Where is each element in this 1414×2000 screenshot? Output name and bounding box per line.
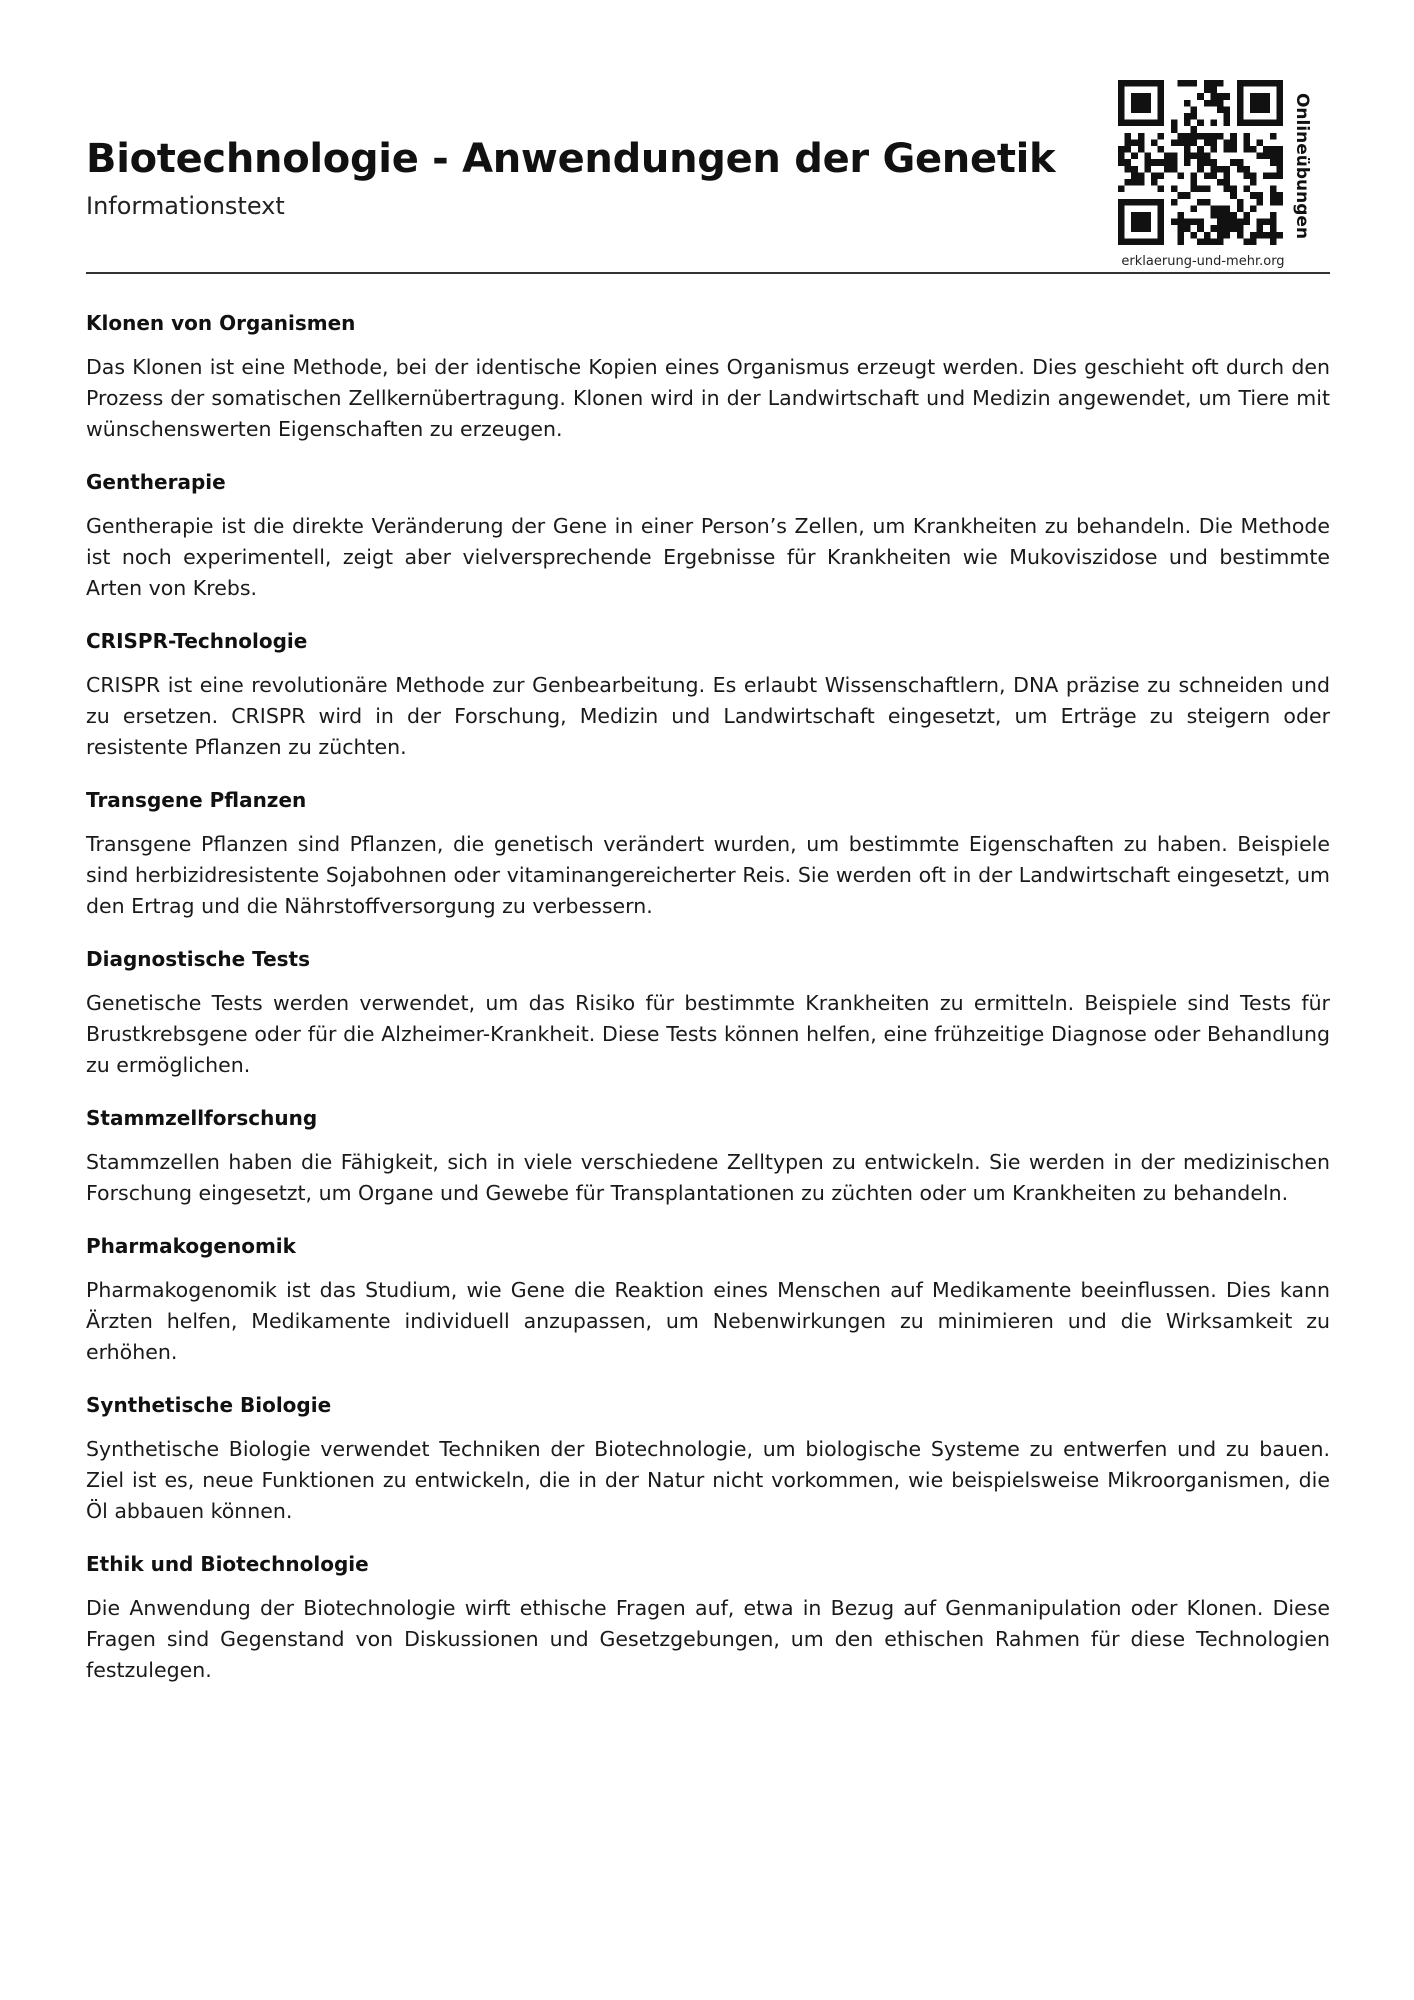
section-text: Das Klonen ist eine Methode, bei der identische Kopien eines Organismus erzeugt werden. Dies geschieht oft durch den Prozess der somatischen Zellkernübertragung. Klonen wird in der Landwirtschaft und Medizin angewendet, um Tiere mit wünschenswerten Eigenschaften zu erzeugen. [86,355,1330,441]
section-stem-cell-research [86,1103,1330,1209]
section-heading: Klonen von Organismen [86,311,356,335]
section-text: Synthetische Biologie verwendet Techniken der Biotechnologie, um biologische Systeme zu entwerfen und zu bauen. Ziel ist es, neue Funktionen zu entwickeln, die in der Natur nicht vorkommen, wie beispielsweise Mikroorganismen, die Öl abbauen können. [86,1437,1330,1523]
section-heading: Transgene Pflanzen [86,788,307,812]
online-exercises-label: Onlineübungen [1292,92,1312,240]
section-heading: Gentherapie [86,470,226,494]
section-heading: CRISPR-Technologie [86,629,308,653]
section-synthetic-biology [86,1390,1330,1527]
qr-url[interactable]: erklaerung-und-mehr.org [1121,254,1285,269]
section-heading: Diagnostische Tests [86,947,311,971]
section-ethics [86,1549,1330,1686]
section-heading: Stammzellforschung [86,1106,318,1130]
section-text: CRISPR ist eine revolutionäre Methode zur Genbearbeitung. Es erlaubt Wissenschaftlern, DNA präzise zu schneiden und zu ersetzen. CRISPR wird in der Forschung, Medizin und Landwirtschaft eingesetzt, um Erträge zu steigern oder resistente Pflanzen zu züchten. [86,673,1330,759]
qr-code-icon[interactable] [1118,80,1283,245]
info-text-body [86,308,1330,1708]
page-subtitle: Informationstext [86,192,285,220]
section-text: Stammzellen haben die Fähigkeit, sich in viele verschiedene Zelltypen zu entwickeln. Sie werden in der medizinischen Forschung eingesetzt, um Organe und Gewebe für Transplantationen zu züchten oder um Krankheiten zu behandeln. [86,1150,1330,1205]
section-cloning [86,308,1330,445]
section-heading: Ethik und Biotechnologie [86,1552,369,1576]
section-heading: Pharmakogenomik [86,1234,296,1258]
worksheet-header [86,80,1330,275]
section-crispr [86,626,1330,763]
qr-side-label [1286,86,1318,246]
header-divider [86,272,1330,274]
section-text: Gentherapie ist die direkte Veränderung der Gene in einer Person’s Zellen, um Krankheiten zu behandeln. Die Methode ist noch experimentell, zeigt aber vielversprechende Ergebnisse für Krankheiten wie Mukoviszidose und bestimmte Arten von Krebs. [86,514,1330,600]
section-diagnostic-tests [86,944,1330,1081]
section-text: Genetische Tests werden verwendet, um das Risiko für bestimmte Krankheiten zu ermitteln. Beispiele sind Tests für Brustkrebsgene oder für die Alzheimer-Krankheit. Diese Tests können helfen, eine frühzeitige Diagnose oder Behandlung zu ermöglichen. [86,991,1330,1077]
section-transgenic-plants [86,785,1330,922]
section-heading: Synthetische Biologie [86,1393,332,1417]
section-pharmacogenomics [86,1231,1330,1368]
qr-link-block[interactable] [1118,80,1323,272]
page-title: Biotechnologie - Anwendungen der Genetik [86,136,1056,182]
section-text: Die Anwendung der Biotechnologie wirft ethische Fragen auf, etwa in Bezug auf Genmanipulation oder Klonen. Diese Fragen sind Gegenstand von Diskussionen und Gesetzgebungen, um den ethischen Rahmen für diese Technologien festzulegen. [86,1596,1330,1682]
section-gene-therapy [86,467,1330,604]
section-text: Transgene Pflanzen sind Pflanzen, die genetisch verändert wurden, um bestimmte Eigenschaften zu haben. Beispiele sind herbizidresistente Sojabohnen oder vitaminangereicherter Reis. Sie werden oft in der Landwirtschaft eingesetzt, um den Ertrag und die Nährstoffversorgung zu verbessern. [86,832,1330,918]
section-text: Pharmakogenomik ist das Studium, wie Gene die Reaktion eines Menschen auf Medikamente beeinflussen. Dies kann Ärzten helfen, Medikamente individuell anzupassen, um Nebenwirkungen zu minimieren und die Wirksamkeit zu erhöhen. [86,1278,1330,1364]
